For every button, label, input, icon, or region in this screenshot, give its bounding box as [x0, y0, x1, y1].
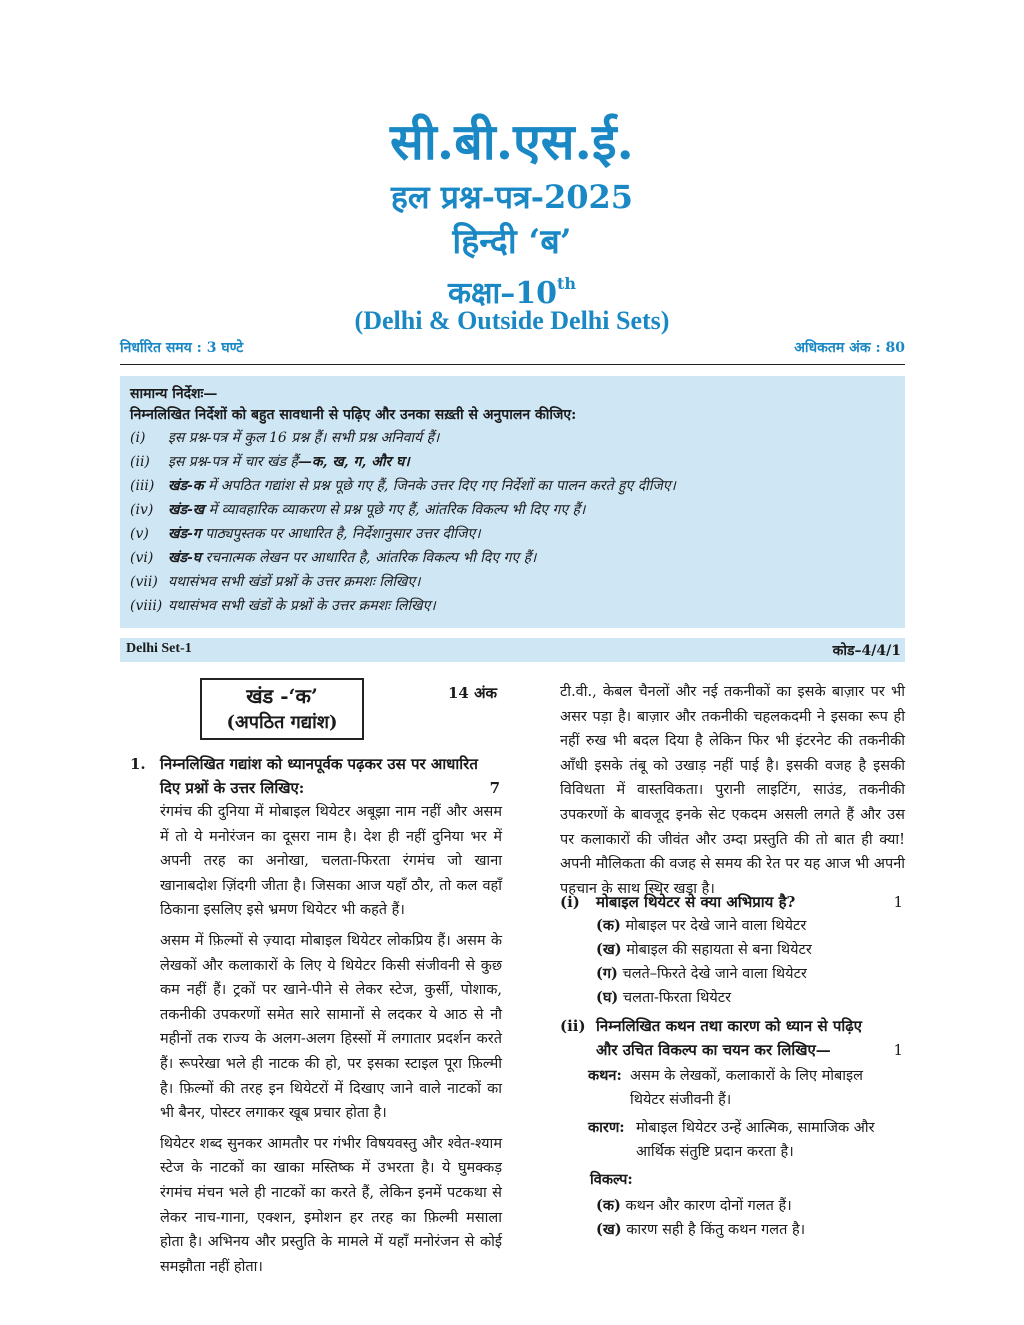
section-title: खंड -‘क’ — [246, 684, 318, 708]
passage-paragraph-1: रंगमंच की दुनिया में मोबाइल थियेटर अबूझा नाम नहीं और असम में तो ये मनोरंजन का दूसरा नाम है। देश ही नहीं दुनिया भर में अपनी तरह का अनोखा, चलता-फिरता रंगमंच जो खाना खानाबदोश ज़िंदगी जीता है। जिसका आज यहाँ ठौर, तो कल वहाँ ठिकाना इसलिए इसे भ्रमण थियेटर भी कहते हैं। — [160, 804, 502, 919]
option-ii-kha: (ख) कारण सही है किंतु कथन गलत है। — [596, 1221, 806, 1238]
instruction-bold: खंड-ग — [168, 526, 201, 542]
option-gha: (घ) चलता-फिरता थियेटर — [596, 989, 732, 1006]
instruction-number: (ii) — [130, 454, 150, 470]
option-ga: (ग) चलते–फिरते देखे जाने वाला थियेटर — [596, 965, 807, 982]
instruction-prefix: इस प्रश्न-पत्र में चार खंड हैं — [168, 454, 298, 470]
set-name: Delhi Set-1 — [126, 641, 192, 656]
paper-title: हल प्रश्न-पत्र-2025 — [390, 178, 634, 216]
reason-line2: आर्थिक संतुष्टि प्रदान करता है। — [636, 1144, 794, 1160]
time-allowed: निर्धारित समय : 3 घण्टे — [120, 340, 244, 356]
instruction-number: (vii) — [130, 574, 158, 590]
option-kha: (ख) मोबाइल की सहायता से बना थियेटर — [596, 941, 812, 958]
max-marks: अधिकतम अंक : 80 — [794, 340, 905, 356]
instruction-text — [168, 594, 436, 618]
instruction-number: (vi) — [130, 550, 154, 566]
set-bar — [120, 638, 905, 662]
question-text: निम्नलिखित गद्यांश को ध्यानपूर्वक पढ़कर उस पर आधारित दिए प्रश्नों के उत्तर लिखिए: — [160, 755, 478, 797]
instruction-number: (v) — [130, 526, 149, 542]
subquestion-number: (ii) — [560, 1017, 586, 1035]
question-number: 1. — [130, 755, 146, 773]
subquestion-number: (i) — [560, 893, 580, 911]
section-subtitle: (अपठित गद्यांश) — [226, 712, 338, 733]
instruction-bold: —क, ख, ग, और घ। — [297, 454, 410, 470]
instruction-number: (i) — [130, 430, 146, 446]
instruction-item — [130, 450, 895, 474]
instruction-bold: खंड-क — [168, 478, 204, 494]
instruction-text — [168, 426, 439, 450]
instructions-subheading: निम्नलिखित निर्देशों को बहुत सावधानी से पढ़िए और उनका सख़्ती से अनुपालन कीजिए: — [130, 407, 577, 423]
subquestion-ii-line2 — [596, 1038, 905, 1062]
passage-paragraph-4: टी.वी., केबल चैनलों और नई तकनीकों का इसके बाज़ार पर भी असर पड़ा है। बाज़ार और तकनीकी चहलकदमी ने इसका रूप ही नहीं रुख भी बदल दिया है लेकिन फिर भी इंटरनेट की तकनीकी आँधी इसके तंबू को उखाड़ नहीं पाई है। इसकी वजह है इसकी विविधता में वास्तविकता। पुरानी लाइटिंग, साउंड, तकनीकी उपकरणों के बावजूद इनके सेट एकदम असली लगते हैं और उस पर कलाकारों की जीवंत और उम्दा प्रस्तुति की तो बात ही क्या! अपनी मौलिकता की वजह से समय की रेत पर यह आज भी अपनी पहचान के साथ स्थिर खड़ा है। — [560, 684, 905, 897]
exam-meta — [120, 338, 905, 360]
instruction-body: में अपठित गद्यांश से प्रश्न पूछे गए हैं, जिनके उत्तर दिए गए निर्देशों का पालन करते हुए दीजिए। — [203, 478, 676, 494]
instruction-text — [168, 474, 676, 498]
instructions-list — [130, 426, 895, 618]
instruction-item — [130, 498, 895, 522]
set-code: कोड–4/4/1 — [832, 643, 901, 659]
instruction-number: (viii) — [130, 598, 163, 614]
sets-title: (Delhi & Outside Delhi Sets) — [354, 306, 670, 335]
section-marks: 14 अंक — [448, 684, 498, 702]
options-label: विकल्प: — [590, 1171, 633, 1188]
instructions-box — [120, 376, 905, 628]
instruction-item — [130, 426, 895, 450]
class-label: कक्षा–10 — [447, 276, 558, 311]
passage-left — [160, 800, 502, 1279]
subject-title: हिन्दी ‘ब’ — [452, 222, 572, 262]
instruction-body: में व्यावहारिक व्याकरण से प्रश्न पूछे गए हैं, आंतरिक विकल्प भी दिए गए हैं। — [204, 502, 586, 518]
instruction-body: इस प्रश्न-पत्र में कुल 16 प्रश्न हैं। सभी प्रश्न अनिवार्य हैं। — [168, 430, 440, 446]
instruction-text — [168, 570, 420, 594]
reason-line1: मोबाइल थियेटर उन्हें आत्मिक, सामाजिक और — [636, 1120, 875, 1136]
statement-line1: असम के लेखकों, कलाकारों के लिए मोबाइल — [630, 1068, 863, 1084]
statement-label: कथन: — [588, 1067, 622, 1084]
instruction-text — [168, 546, 536, 570]
subquestion-text-line2: और उचित विकल्प का चयन कर लिखिए— — [596, 1041, 831, 1059]
instruction-item — [130, 570, 895, 594]
reason-label: कारण: — [588, 1119, 625, 1136]
instruction-number: (iv) — [130, 502, 154, 518]
instruction-body: यथासंभव सभी खंडों के प्रश्नों के उत्तर क्रमशः लिखिए। — [168, 598, 436, 614]
option-ka: (क) मोबाइल पर देखे जाने वाला थियेटर — [596, 917, 807, 934]
option-ii-ka: (क) कथन और कारण दोनों गलत हैं। — [596, 1197, 792, 1214]
passage-paragraph-3: थियेटर शब्द सुनकर आमतौर पर गंभीर विषयवस्तु और श्वेत-श्याम स्टेज के नाटकों का खाका मस्तिष्क में उभरता है। ये घुमक्कड़ रंगमंच मंचन भले ही नाटकों का करते हैं, लेकिन इनमें पटकथा से लेकर नाच-गाना, एक्शन, इमोशन हर तरह का फ़िल्मी मसाला होता है। अभिनय और प्रस्तुति के मामले में यहाँ मनोरंजन से कोई समझौता नहीं होता। — [160, 1135, 502, 1275]
subquestion-text: मोबाइल थियेटर से क्या अभिप्राय है? — [596, 893, 796, 911]
instruction-text — [168, 522, 481, 546]
instruction-item — [130, 474, 895, 498]
instruction-text — [168, 498, 585, 522]
instruction-body: पाठ्यपुस्तक पर आधारित है, निर्देशानुसार उत्तर दीजिए। — [200, 526, 481, 542]
instruction-item — [130, 546, 895, 570]
passage-paragraph-2: असम में फ़िल्मों से ज़्यादा मोबाइल थियेटर लोकप्रिय हैं। असम के लेखकों और कलाकारों के लिए ये थियेटर किसी संजीवनी से कुछ कम नहीं हैं। ट्रकों पर खाने-पीने से लेकर स्टेज, कुर्सी, पोशाक, तकनीकी उपकरणों समेत सारे सामानों से लदकर ये आठ से नौ महीनों तक राज्य के अलग-अलग हिस्सों में लगातार प्रदर्शन करते हैं। रूपरेखा भले ही नाटक की हो, पर इसका स्टाइल पूरा फ़िल्मी है। फ़िल्मों की तरह इन थियेटरों में दिखाए जाने वाले नाटकों का भी बैनर, पोस्टर लगाकर खूब प्रचार होता है। — [160, 932, 502, 1122]
class-suffix: th — [557, 274, 577, 293]
instruction-body: रचनात्मक लेखन पर आधारित है, आंतरिक विकल्प भी दिए गए हैं। — [201, 550, 537, 566]
statement-line2: थियेटर संजीवनी हैं। — [630, 1092, 732, 1108]
passage-right — [560, 680, 905, 901]
instruction-bold: खंड-ख — [168, 502, 205, 518]
board-title: सी.बी.एस.ई. — [390, 112, 634, 171]
subquestion-text-line1: निम्नलिखित कथन तथा कारण को ध्यान से पढ़िए — [596, 1017, 862, 1035]
section-heading-box — [200, 678, 364, 740]
subquestion-marks: 1 — [893, 893, 903, 911]
divider — [120, 364, 905, 365]
subquestion-marks: 1 — [893, 1041, 903, 1059]
instructions-heading: सामान्य निर्देशः— — [130, 386, 218, 402]
instruction-text — [168, 450, 410, 474]
instruction-number: (iii) — [130, 478, 155, 494]
instruction-item — [130, 594, 895, 618]
instruction-body: यथासंभव सभी खंडों प्रश्नों के उत्तर क्रमशः लिखिए। — [168, 574, 421, 590]
instruction-item — [130, 522, 895, 546]
question-marks: 7 — [489, 779, 500, 797]
instruction-bold: खंड-घ — [168, 550, 202, 566]
